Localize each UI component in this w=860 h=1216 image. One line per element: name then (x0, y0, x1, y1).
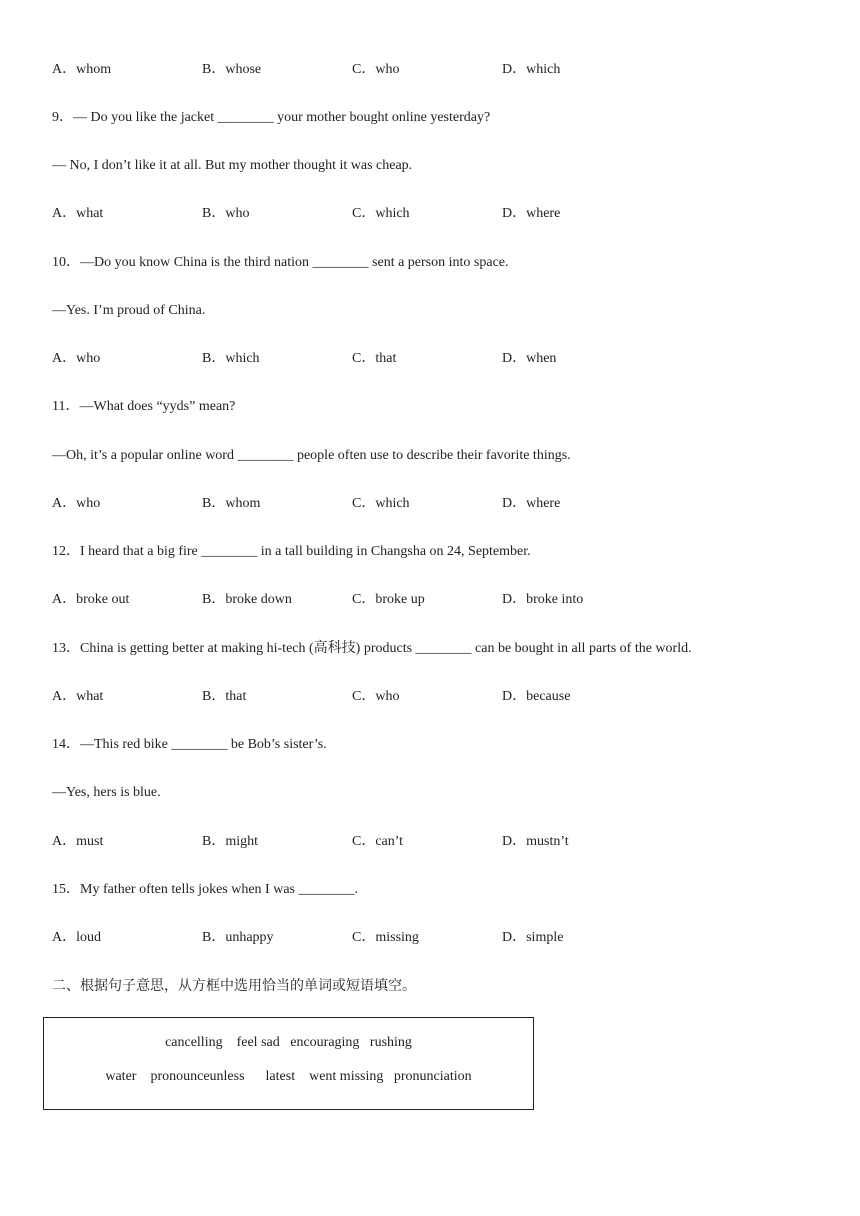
option-c: C．which (352, 496, 410, 511)
option-a: A．what (52, 206, 104, 221)
option-d: D．because (502, 689, 571, 704)
option-b: B．that (202, 689, 247, 704)
word-box (43, 1017, 534, 1110)
word-box-line-2: water pronounceunless latest went missing pronunciation (105, 1069, 472, 1084)
option-a: A．what (52, 689, 104, 704)
question-10-options (52, 350, 772, 368)
option-d: D．broke into (502, 592, 584, 607)
option-c: C．which (352, 206, 410, 221)
question-10-line-2: —Yes. I’m proud of China. (52, 303, 206, 318)
option-a: A．must (52, 834, 104, 849)
question-11-options (52, 495, 772, 513)
option-b: B．whose (202, 62, 262, 77)
option-b: B．unhappy (202, 930, 274, 945)
option-d: D．where (502, 496, 561, 511)
question-15-line-1: 15．My father often tells jokes when I was ________. (52, 882, 358, 897)
question-13-options (52, 688, 772, 706)
option-d: D．mustn’t (502, 834, 569, 849)
question-12-line-1: 12．I heard that a big fire ________ in a tall building in Changsha on 24, September. (52, 544, 531, 559)
option-c: C．broke up (352, 592, 425, 607)
option-b: B．who (202, 206, 250, 221)
option-c: C．can’t (352, 834, 404, 849)
question-11-line-2: —Oh, it’s a popular online word ________ people often use to describe their favorite things. (52, 448, 571, 463)
option-c: C．who (352, 62, 400, 77)
section-title: 二、根据句子意思，从方框中选用恰当的单词或短语填空。 (52, 978, 416, 994)
option-b: B．which (202, 351, 260, 366)
option-b: B．broke down (202, 592, 292, 607)
option-a: A．who (52, 496, 101, 511)
word-box-line-1: cancelling feel sad encouraging rushing (165, 1035, 412, 1050)
question-9-line-1: 9．— Do you like the jacket ________ your mother bought online yesterday? (52, 110, 491, 125)
option-a: A．broke out (52, 592, 130, 607)
question-13-line-1: 13．China is getting better at making hi-tech (高科技) products ________ can be bought in all parts of the world. (52, 641, 692, 656)
option-a: A．who (52, 351, 101, 366)
question-14-line-1: 14．—This red bike ________ be Bob’s sister’s. (52, 737, 327, 752)
option-c: C．missing (352, 930, 419, 945)
option-d: D．when (502, 351, 557, 366)
option-a: A．whom (52, 62, 112, 77)
option-d: D．simple (502, 930, 564, 945)
question-9-line-2: — No, I don’t like it at all. But my mother thought it was cheap. (52, 158, 413, 173)
option-c: C．that (352, 351, 397, 366)
option-b: B．whom (202, 496, 261, 511)
option-a: A．loud (52, 930, 101, 945)
option-d: D．which (502, 62, 561, 77)
option-d: D．where (502, 206, 561, 221)
option-b: B．might (202, 834, 259, 849)
option-c: C．who (352, 689, 400, 704)
question-10-line-1: 10．—Do you know China is the third nation ________ sent a person into space. (52, 255, 509, 270)
question-12-options (52, 591, 772, 609)
question-15-options (52, 929, 772, 947)
question-14-options (52, 833, 772, 851)
question-8-options (52, 61, 772, 79)
question-11-line-1: 11．—What does “yyds” mean? (52, 399, 236, 414)
question-14-line-2: —Yes, hers is blue. (52, 785, 161, 800)
question-9-options (52, 205, 772, 223)
